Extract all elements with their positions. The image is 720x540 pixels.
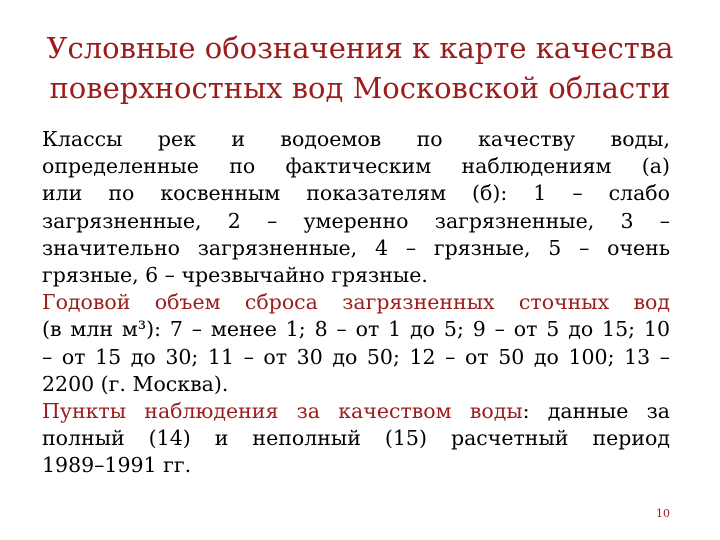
legend-line: загрязненные, 2 – умеренно загрязненные, 3 – [42, 208, 670, 233]
legend-heading-line [42, 398, 670, 425]
legend-line: (в млн м³): 7 – менее 1; 8 – от 1 до 5; 9 – от 5 до 15; 10 [42, 317, 670, 342]
legend-line: полный (14) и неполный (15) расчетный период [42, 426, 670, 451]
slide-title-line-2: поверхностных вод Московской области [49, 71, 671, 105]
legend-line: 1989–1991 гг. [42, 453, 192, 478]
legend-line: значительно загрязненные, 4 – грязные, 5 – очень [42, 235, 670, 260]
legend-line: или по косвенным показателям (б): 1 – слабо [42, 181, 670, 206]
legend-item-observation-points [42, 398, 670, 480]
legend-line: 2200 (г. Москва). [42, 371, 229, 396]
legend-item-water-quality-classes [42, 126, 670, 289]
legend-heading: Годовой объем сброса загрязненных сточных вод [42, 290, 670, 315]
legend-body [42, 126, 670, 480]
slide-title-line-1: Условные обозначения к карте качества [46, 31, 674, 65]
legend-heading-tail: : данные за [522, 399, 670, 424]
legend-line: определенные по фактическим наблюдениям (а) [42, 154, 670, 179]
legend-line: – от 15 до 30; 11 – от 30 до 50; 12 – от 50 до 100; 13 – [42, 344, 670, 369]
legend-heading: Пункты наблюдения за качеством воды [42, 399, 523, 424]
legend-line: грязные, 6 – чрезвычайно грязные. [42, 263, 428, 288]
legend-item-wastewater-volume [42, 289, 670, 398]
legend-line: Классы рек и водоемов по качеству воды, [42, 127, 670, 151]
page-number: 10 [656, 507, 670, 520]
slide-title [40, 28, 680, 108]
